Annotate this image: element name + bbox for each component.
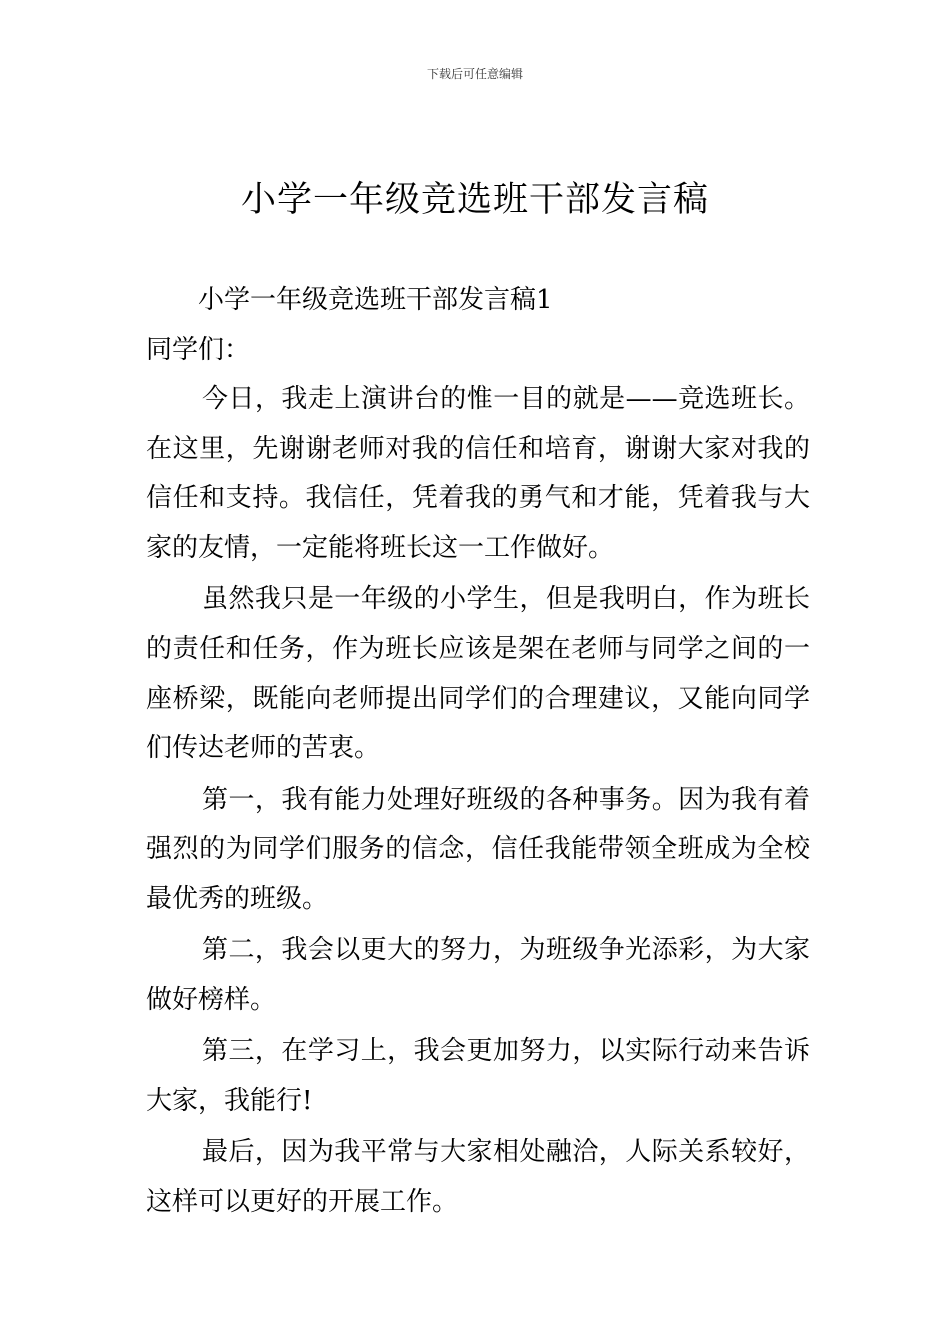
header-note: 下载后可任意编辑 <box>426 67 523 81</box>
section-subtitle: 小学一年级竞选班干部发言稿1 <box>198 285 553 315</box>
paragraph-6: 最后，因为我平常与大家相处融洽，人际关系较好，这样可以更好的开展工作。 <box>146 1137 810 1217</box>
paragraph-5: 第三，在学习上，我会更加努力，以实际行动来告诉大家，我能行! <box>146 1036 810 1116</box>
paragraph-3: 第一，我有能力处理好班级的各种事务。因为我有着强烈的为同学们服务的信念，信任我能带领全班成为全校最优秀的班级。 <box>146 784 810 914</box>
paragraph-4: 第二，我会以更大的努力，为班级争光添彩，为大家做好榜样。 <box>146 935 810 1015</box>
salutation: 同学们： <box>146 334 251 365</box>
paragraph-2: 虽然我只是一年级的小学生，但是我明白，作为班长的责任和任务，作为班长应该是架在老师与同学之间的一座桥梁，既能向老师提出同学们的合理建议，又能向同学们传达老师的苦衷。 <box>146 584 810 764</box>
document-title: 小学一年级竞选班干部发言稿 <box>240 180 709 220</box>
paragraph-1: 今日，我走上演讲台的惟一目的就是——竞选班长。在这里，先谢谢老师对我的信任和培育，谢谢大家对我的信任和支持。我信任，凭着我的勇气和才能，凭着我与大家的友情，一定能将班长这一工作做好。 <box>146 384 810 563</box>
document-body <box>146 276 810 1229</box>
